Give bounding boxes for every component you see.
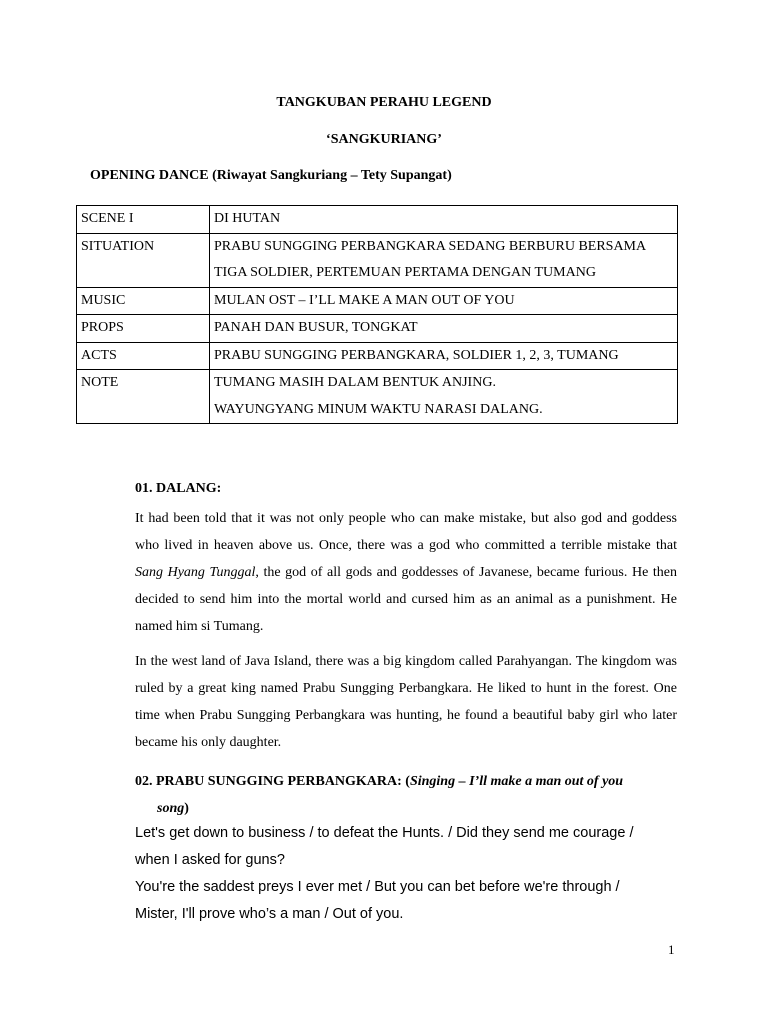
note-line: TUMANG MASIH DALAM BENTUK ANJING. [214,375,496,390]
table-row [77,315,678,343]
lyric-line: when I asked for guns? [135,852,285,868]
note-line: WAYUNGYANG MINUM WAKTU NARASI DALANG. [214,401,543,417]
narration-paragraph-2: In the west land of Java Island, there was a big kingdom called Parahyangan. The kingdom was ruled by a great king named Prabu Sungging Perbangkara. He liked to hunt in the forest. One time when Prabu Sungging Perbangkara was hunting, he found a beautiful baby girl who later became his only daughter. [135,654,677,750]
lyric-line: Mister, I'll prove who’s a man / Out of you. [135,906,404,922]
heading-prefix: 02. PRABU SUNGGING PERBANGKARA: ( [135,774,410,789]
table-row [77,370,678,424]
section-heading-prabu [135,768,677,822]
opening-dance-line: OPENING DANCE (Riwayat Sangkuriang – Tety Supangat) [90,168,452,183]
heading-italic: song [157,801,185,816]
table-row [77,206,678,234]
scene-table [76,205,678,424]
table-value-cell: PRABU SUNGGING PERBANGKARA SEDANG BERBURU BERSAMA TIGA SOLDIER, PERTEMUAN PERTAMA DENGAN TUMANG [210,233,678,287]
section-heading-dalang: 01. DALANG: [135,481,222,496]
table-value-cell: MULAN OST – I’LL MAKE A MAN OUT OF YOU [210,287,678,315]
page-number: 1 [668,942,675,957]
lyric-line: Let's get down to business / to defeat the Hunts. / Did they send me courage / [135,825,634,841]
table-row [77,233,678,287]
table-row [77,287,678,315]
document-subtitle: ‘SANGKURIANG’ [326,132,442,147]
table-key-cell: ACTS [77,342,210,370]
heading-italic: Singing – I’ll make a man out of you [409,774,624,789]
song-lyrics [135,820,677,928]
table-key-cell: SCENE I [77,206,210,234]
lyric-line: You're the saddest preys I ever met / But you can bet before we're through / [135,879,620,895]
italic-name: Sang Hyang Tunggal [135,565,256,580]
paragraph-text: It had been told that it was not only people who can make mistake, but also god and goddess who lived in heaven above us. Once, there was a god who committed a terrible mistake that [135,511,677,553]
narration-paragraph-1 [135,505,677,640]
table-row [77,342,678,370]
table-value-cell [210,370,678,424]
table-value-cell: PANAH DAN BUSUR, TONGKAT [210,315,678,343]
table-value-cell: PRABU SUNGGING PERBANGKARA, SOLDIER 1, 2, 3, TUMANG [210,342,678,370]
table-key-cell: PROPS [77,315,210,343]
heading-continuation [135,795,677,822]
table-key-cell: MUSIC [77,287,210,315]
table-value-cell: DI HUTAN [210,206,678,234]
table-key-cell: SITUATION [77,233,210,287]
table-key-cell: NOTE [77,370,210,424]
heading-suffix: ) [184,801,189,816]
document-title: TANGKUBAN PERAHU LEGEND [276,95,492,110]
paragraph-text: , the god of all gods and goddesses of Javanese, became furious. He then decided to send him into the mortal world and cursed him as an animal as a punishment. He named him si Tumang. [135,565,677,634]
